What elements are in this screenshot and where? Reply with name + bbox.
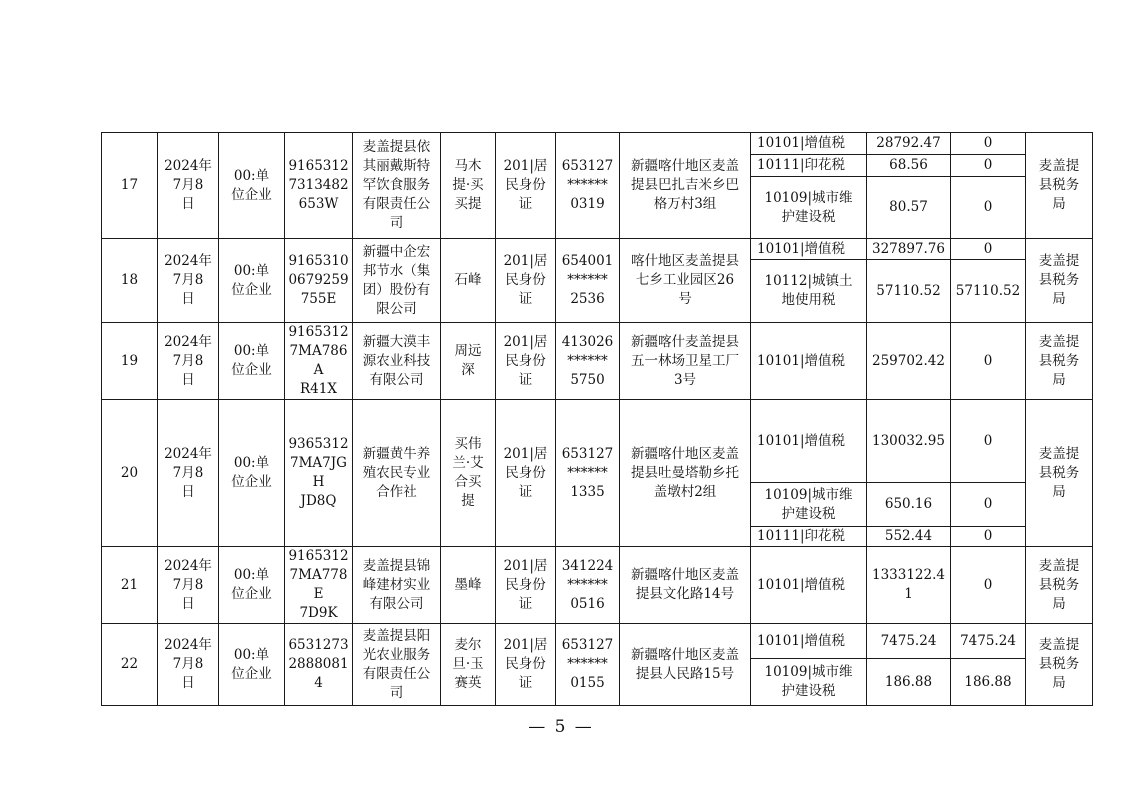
- owed-amount-cell: 0: [951, 400, 1026, 483]
- tax-office-cell: 麦盖提 县税务 局: [1026, 547, 1093, 624]
- page-number: — 5 —: [528, 717, 594, 737]
- company-name-cell: 新疆中企宏 邦节水（集 团）股份有 限公司: [353, 239, 441, 323]
- taxpayer-type-cell: 00:单 位企业: [219, 547, 285, 624]
- id-type-cell: 201|居 民身份 证: [496, 400, 556, 547]
- id-type-cell: 201|居 民身份 证: [496, 323, 556, 400]
- taxpayer-type-cell: 00:单 位企业: [219, 624, 285, 706]
- owed-amount-cell: 186.88: [951, 659, 1026, 706]
- table-row: [102, 624, 1093, 659]
- owed-amount-cell: 0: [951, 483, 1026, 527]
- owed-amount-cell: 7475.24: [951, 624, 1026, 659]
- tax-office-cell: 麦盖提 县税务 局: [1026, 133, 1093, 239]
- address-cell: 新疆喀什地区麦盖 提县吐曼塔勒乡托 盖墩村2组: [620, 400, 751, 547]
- taxpayer-type-cell: 00:单 位企业: [219, 323, 285, 400]
- address-cell: 新疆喀什麦盖提县 五一林场卫星工厂 3号: [620, 323, 751, 400]
- id-number-cell: 654001 ****** 2536: [556, 239, 620, 323]
- credit-code-cell: 9165312 7313482 653W: [285, 133, 353, 239]
- tax-amount-cell: 57110.52: [867, 260, 951, 323]
- tax-amount-cell: 7475.24: [867, 624, 951, 659]
- row-number: 17: [102, 133, 158, 239]
- tax-amount-cell: 28792.47: [867, 133, 951, 155]
- tax-type-cell: 10101|增值税: [751, 547, 867, 624]
- id-type-cell: 201|居 民身份 证: [496, 624, 556, 706]
- id-type-cell: 201|居 民身份 证: [496, 239, 556, 323]
- tax-type-cell: 10109|城市维 护建设税: [751, 483, 867, 527]
- row-number: 20: [102, 400, 158, 547]
- id-number-cell: 653127 ****** 0155: [556, 624, 620, 706]
- id-type-cell: 201|居 民身份 证: [496, 547, 556, 624]
- row-number: 22: [102, 624, 158, 706]
- tax-type-cell: 10111|印花税: [751, 527, 867, 547]
- tax-office-cell: 麦盖提 县税务 局: [1026, 323, 1093, 400]
- row-number: 18: [102, 239, 158, 323]
- taxpayer-type-cell: 00:单 位企业: [219, 133, 285, 239]
- tax-amount-cell: 68.56: [867, 155, 951, 177]
- tax-amount-cell: 259702.42: [867, 323, 951, 400]
- date-cell: 2024年 7月8 日: [158, 547, 219, 624]
- tax-type-cell: 10109|城市维 护建设税: [751, 177, 867, 239]
- owed-amount-cell: 0: [951, 547, 1026, 624]
- company-name-cell: 新疆大漠丰 源农业科技 有限公司: [353, 323, 441, 400]
- tax-amount-cell: 80.57: [867, 177, 951, 239]
- tax-type-cell: 10101|增值税: [751, 624, 867, 659]
- tax-type-cell: 10101|增值税: [751, 400, 867, 483]
- address-cell: 新疆喀什地区麦盖 提县文化路14号: [620, 547, 751, 624]
- legal-person-cell: 麦尔 旦·玉 赛英: [441, 624, 496, 706]
- tax-type-cell: 10101|增值税: [751, 323, 867, 400]
- row-number: 21: [102, 547, 158, 624]
- legal-person-cell: 墨峰: [441, 547, 496, 624]
- owed-amount-cell: 0: [951, 239, 1026, 260]
- date-cell: 2024年 7月8 日: [158, 400, 219, 547]
- tax-amount-cell: 327897.76: [867, 239, 951, 260]
- tax-amount-cell: 552.44: [867, 527, 951, 547]
- date-cell: 2024年 7月8 日: [158, 239, 219, 323]
- tax-office-cell: 麦盖提 县税务 局: [1026, 400, 1093, 547]
- tax-office-cell: 麦盖提 县税务 局: [1026, 624, 1093, 706]
- id-number-cell: 653127 ****** 1335: [556, 400, 620, 547]
- credit-code-cell: 9165310 0679259 755E: [285, 239, 353, 323]
- row-number: 19: [102, 323, 158, 400]
- legal-person-cell: 周远 深: [441, 323, 496, 400]
- legal-person-cell: 买伟 兰·艾 合买 提: [441, 400, 496, 547]
- address-cell: 新疆喀什地区麦盖 提县巴扎吉米乡巴 格万村3组: [620, 133, 751, 239]
- id-number-cell: 653127 ****** 0319: [556, 133, 620, 239]
- owed-amount-cell: 0: [951, 133, 1026, 155]
- tax-type-cell: 10112|城镇土 地使用税: [751, 260, 867, 323]
- tax-amount-cell: 186.88: [867, 659, 951, 706]
- table-row: [102, 239, 1093, 260]
- tax-type-cell: 10109|城市维 护建设税: [751, 659, 867, 706]
- table-row: [102, 323, 1093, 400]
- credit-code-cell: 6531273 2888081 4: [285, 624, 353, 706]
- owed-amount-cell: 0: [951, 177, 1026, 239]
- company-name-cell: 麦盖提县依 其丽戴斯特 罕饮食服务 有限责任公 司: [353, 133, 441, 239]
- tax-type-cell: 10101|增值税: [751, 133, 867, 155]
- table-row: [102, 133, 1093, 155]
- tax-office-cell: 麦盖提 县税务 局: [1026, 239, 1093, 323]
- address-cell: 喀什地区麦盖提县 七乡工业园区26 号: [620, 239, 751, 323]
- owed-amount-cell: 0: [951, 323, 1026, 400]
- date-cell: 2024年 7月8 日: [158, 624, 219, 706]
- company-name-cell: 新疆黄牛养 殖农民专业 合作社: [353, 400, 441, 547]
- company-name-cell: 麦盖提县锦 峰建材实业 有限公司: [353, 547, 441, 624]
- tax-amount-cell: 1333122.4 1: [867, 547, 951, 624]
- table-row: [102, 547, 1093, 624]
- address-cell: 新疆喀什地区麦盖 提县人民路15号: [620, 624, 751, 706]
- date-cell: 2024年 7月8 日: [158, 133, 219, 239]
- owed-amount-cell: 0: [951, 155, 1026, 177]
- taxpayer-type-cell: 00:单 位企业: [219, 400, 285, 547]
- tax-arrears-table: [101, 132, 1093, 706]
- date-cell: 2024年 7月8 日: [158, 323, 219, 400]
- tax-amount-cell: 130032.95: [867, 400, 951, 483]
- id-number-cell: 413026 ****** 5750: [556, 323, 620, 400]
- id-number-cell: 341224 ****** 0516: [556, 547, 620, 624]
- credit-code-cell: 9365312 7MA7JGH JD8Q: [285, 400, 353, 547]
- tax-type-cell: 10101|增值税: [751, 239, 867, 260]
- credit-code-cell: 9165312 7MA786A R41X: [285, 323, 353, 400]
- owed-amount-cell: 57110.52: [951, 260, 1026, 323]
- owed-amount-cell: 0: [951, 527, 1026, 547]
- id-type-cell: 201|居 民身份 证: [496, 133, 556, 239]
- company-name-cell: 麦盖提县阳 光农业服务 有限责任公 司: [353, 624, 441, 706]
- tax-type-cell: 10111|印花税: [751, 155, 867, 177]
- table-row: [102, 400, 1093, 483]
- taxpayer-type-cell: 00:单 位企业: [219, 239, 285, 323]
- credit-code-cell: 9165312 7MA778E 7D9K: [285, 547, 353, 624]
- legal-person-cell: 石峰: [441, 239, 496, 323]
- legal-person-cell: 马木 提·买 买提: [441, 133, 496, 239]
- tax-amount-cell: 650.16: [867, 483, 951, 527]
